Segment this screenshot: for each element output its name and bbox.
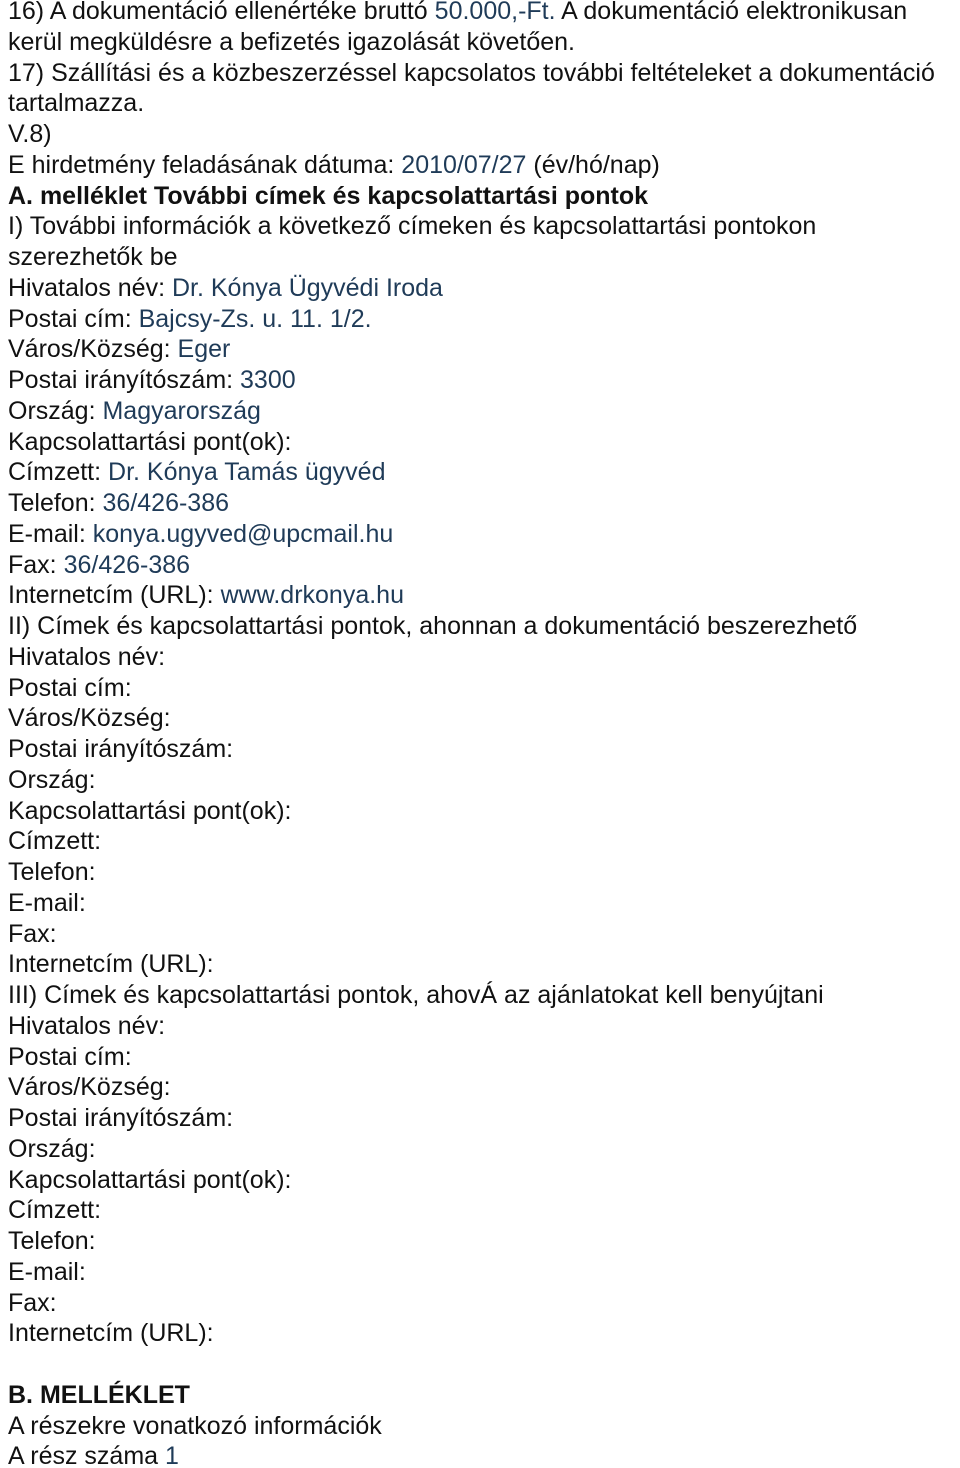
- postal-address-label: Postai cím:: [8, 304, 139, 333]
- section-2-country-label: Ország:: [8, 765, 96, 794]
- section-3-addressee-label: Címzett:: [8, 1196, 102, 1225]
- section-3-contact-points-label: Kapcsolattartási pont(ok):: [8, 1165, 292, 1194]
- phone-label: Telefon:: [8, 489, 103, 517]
- postcode-label: Postai irányítószám:: [8, 366, 241, 394]
- section-3-country-label: Ország:: [8, 1134, 96, 1163]
- section-1-heading-line-1: I) További információk a következő címeken és kapcsolattartási pontokon: [8, 212, 817, 241]
- section-1-fax-row: [8, 550, 952, 581]
- part-number-label: A rész száma: [8, 1442, 165, 1468]
- section-2-heading: II) Címek és kapcsolattartási pontok, ahonnan a dokumentáció beszerezhető: [8, 612, 858, 640]
- url-value: www.drkonya.hu: [220, 581, 404, 610]
- section-3-phone-label: Telefon:: [8, 1227, 96, 1255]
- email-value: konya.ugyved@upcmail.hu: [92, 519, 394, 548]
- section-1-email-row: [8, 519, 952, 550]
- official-name-value: Dr. Kónya Ügyvédi Iroda: [171, 273, 443, 302]
- phone-value: 36/426-386: [102, 489, 230, 517]
- section-1-postal-address-row: [8, 304, 952, 335]
- section-1-country-row: [8, 396, 952, 427]
- section-3-email-label: E-mail:: [8, 1257, 86, 1286]
- section-2-official-name-label: Hivatalos név:: [8, 642, 166, 671]
- section-3-heading: III) Címek és kapcsolattartási pontok, ahovÁ az ajánlatokat kell benyújtani: [8, 981, 824, 1009]
- section-3-city-label: Város/Község:: [8, 1073, 171, 1102]
- section-2-email-label: E-mail:: [8, 888, 86, 917]
- official-name-label: Hivatalos név:: [8, 273, 172, 302]
- section-3-url-label: Internetcím (URL):: [8, 1319, 214, 1348]
- section-3-fax-label: Fax:: [8, 1288, 57, 1317]
- annex-a-title: A. melléklet További címek és kapcsolattartási pontok: [8, 181, 649, 210]
- addressee-value: Dr. Kónya Tamás ügyvéd: [108, 458, 386, 487]
- fax-value: 36/426-386: [63, 550, 191, 579]
- city-label: Város/Község:: [8, 335, 178, 364]
- spacer: [8, 1349, 952, 1380]
- annex-b-subtitle: A részekre vonatkozó információk: [8, 1411, 382, 1440]
- publication-date-row: [8, 150, 952, 181]
- city-value: Eger: [177, 335, 231, 364]
- email-label: E-mail:: [8, 519, 93, 548]
- item-17-line-2: tartalmazza.: [8, 89, 145, 118]
- part-number-value: 1: [165, 1442, 179, 1468]
- annex-b-title: B. MELLÉKLET: [8, 1380, 190, 1409]
- fax-label: Fax:: [8, 550, 64, 579]
- section-v8-heading: V.8): [8, 120, 52, 148]
- item-16-label: 16) A dokumentáció ellenértéke bruttó: [8, 0, 435, 25]
- item-16-label-cont: A dokumentáció elektronikusan: [555, 0, 908, 25]
- item-17-line-1: 17) Szállítási és a közbeszerzéssel kapcsolatos további feltételeket a dokumentáció: [8, 58, 935, 87]
- item-16-line-1: [8, 0, 952, 27]
- section-2-contact-points-label: Kapcsolattartási pont(ok):: [8, 796, 292, 825]
- section-1-postcode-row: [8, 365, 952, 396]
- addressee-label: Címzett:: [8, 458, 109, 487]
- section-3-official-name-label: Hivatalos név:: [8, 1011, 166, 1040]
- section-1-addressee-row: [8, 457, 952, 488]
- publication-date-unit: (év/hó/nap): [526, 150, 660, 179]
- section-1-heading-line-2: szerezhetők be: [8, 243, 178, 271]
- section-2-fax-label: Fax:: [8, 919, 57, 948]
- country-label: Ország:: [8, 396, 103, 425]
- section-1-official-name-row: [8, 273, 952, 304]
- country-value: Magyarország: [102, 396, 261, 425]
- section-2-url-label: Internetcím (URL):: [8, 950, 214, 979]
- publication-date-value: 2010/07/27: [401, 150, 527, 179]
- section-2-addressee-label: Címzett:: [8, 827, 102, 856]
- section-1-phone-row: [8, 488, 952, 519]
- url-label: Internetcím (URL):: [8, 581, 221, 610]
- section-3-postal-address-label: Postai cím:: [8, 1042, 132, 1071]
- section-2-postcode-label: Postai irányítószám:: [8, 735, 234, 763]
- postal-address-value: Bajcsy-Zs. u. 11. 1/2.: [138, 304, 372, 333]
- section-2-city-label: Város/Község:: [8, 704, 171, 733]
- section-1-city-row: [8, 334, 952, 365]
- part-number-row: [8, 1441, 952, 1468]
- documentation-price: 50.000,-Ft.: [434, 0, 556, 25]
- publication-date-label: E hirdetmény feladásának dátuma:: [8, 150, 402, 179]
- item-16-line-2: kerül megküldésre a befizetés igazolását követően.: [8, 27, 575, 56]
- postcode-value: 3300: [240, 366, 296, 394]
- section-1-contact-points-label: Kapcsolattartási pont(ok):: [8, 427, 292, 456]
- section-1-url-row: [8, 580, 952, 611]
- section-2-phone-label: Telefon:: [8, 858, 96, 886]
- section-3-postcode-label: Postai irányítószám:: [8, 1104, 234, 1132]
- section-2-postal-address-label: Postai cím:: [8, 673, 132, 702]
